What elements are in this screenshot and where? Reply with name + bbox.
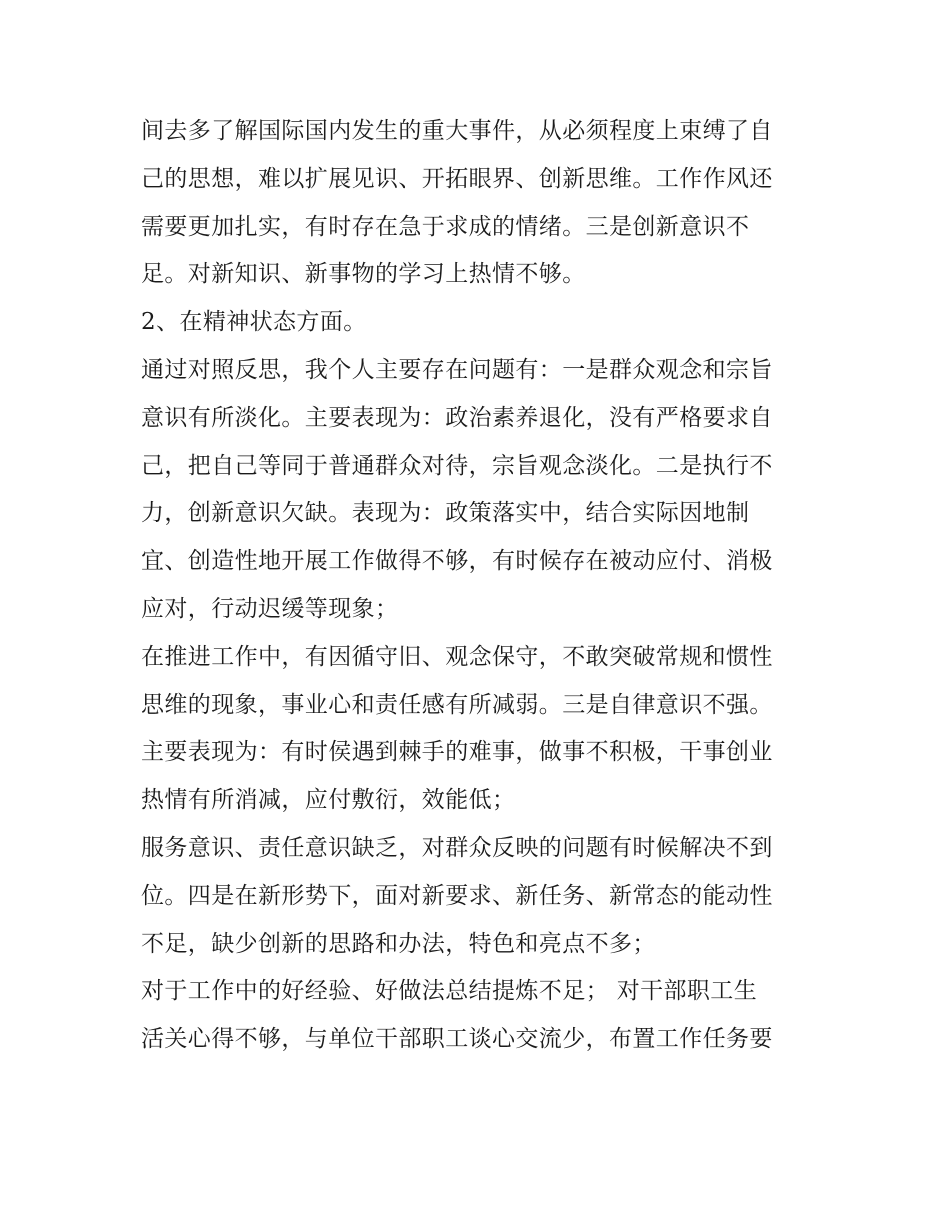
text-line: 热情有所消减，应付敷衍，效能低；	[141, 787, 516, 814]
text-line: 意识有所淡化。主要表现为：政治素养退化，没有严格要求自	[141, 404, 773, 431]
text-line: 宜、创造性地开展工作做得不够，有时候存在被动应付、消极	[141, 548, 773, 575]
text-line: 思维的现象，事业心和责任感有所减弱。三是自律意识不强。	[141, 691, 773, 718]
text-line: 应对，行动迟缓等现象；	[141, 595, 399, 622]
text-line: 主要表现为：有时侯遇到棘手的难事，做事不积极，干事创业	[141, 739, 773, 766]
text-line: 服务意识、责任意识缺乏，对群众反映的问题有时候解决不到	[141, 834, 773, 861]
text-line: 通过对照反思，我个人主要存在问题有：一是群众观念和宗旨	[141, 356, 773, 383]
text-line: 足。对新知识、新事物的学习上热情不够。	[141, 261, 586, 288]
text-line: 活关心得不够，与单位干部职工谈心交流少，布置工作任务要	[141, 1026, 773, 1053]
text-line: 不足，缺少创新的思路和办法，特色和亮点不多；	[141, 930, 656, 957]
text-line: 需要更加扎实，有时存在急于求成的情绪。三是创新意识不	[141, 213, 750, 240]
text-line: 间去多了解国际国内发生的重大事件，从必须程度上束缚了自	[141, 118, 773, 144]
text-line: 位。四是在新形势下，面对新要求、新任务、新常态的能动性	[141, 882, 773, 909]
text-line: 对于工作中的好经验、好做法总结提炼不足； 对干部职工生	[141, 978, 758, 1005]
text-line: 在推进工作中，有因循守旧、观念保守，不敢突破常规和惯性	[141, 643, 773, 670]
text-line: 己的思想，难以扩展见识、开拓眼界、创新思维。工作作风还	[141, 165, 773, 192]
text-line: 己，把自己等同于普通群众对待，宗旨观念淡化。二是执行不	[141, 452, 773, 479]
section-heading: 2、在精神状态方面。	[141, 309, 367, 336]
body-text	[141, 108, 821, 1064]
text-line: 力，创新意识欠缺。表现为：政策落实中，结合实际因地制	[141, 500, 750, 527]
